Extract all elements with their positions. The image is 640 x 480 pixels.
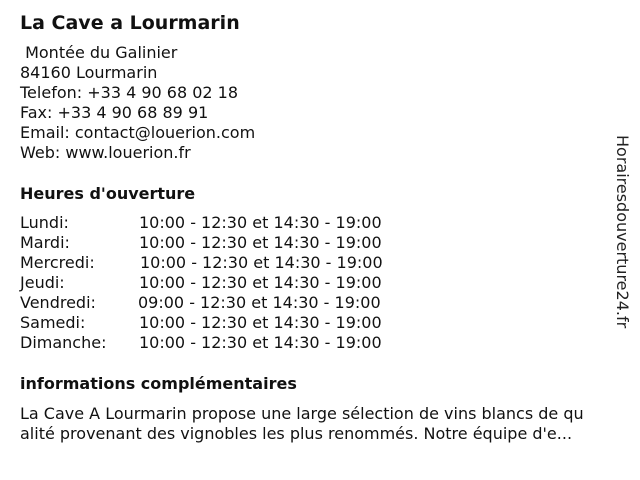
hours-time: 09:00 - 12:30 et 14:30 - 19:00 <box>138 293 381 312</box>
hours-row-thursday <box>20 273 440 293</box>
street-address: Montée du Galinier <box>20 43 178 62</box>
hours-row-wednesday <box>20 253 440 273</box>
hours-row-tuesday <box>20 233 440 253</box>
hours-time: 10:00 - 12:30 et 14:30 - 19:00 <box>139 313 382 332</box>
city-line: 84160 Lourmarin <box>20 63 158 82</box>
additional-info-heading: informations complémentaires <box>20 374 297 393</box>
phone-line[interactable]: Telefon: +33 4 90 68 02 18 <box>20 83 239 102</box>
hours-day: Mardi: <box>20 233 70 252</box>
hours-row-saturday <box>20 313 440 333</box>
hours-time: 10:00 - 12:30 et 14:30 - 19:00 <box>140 253 383 272</box>
description-line: La Cave A Lourmarin propose une large sélection de vins blancs de qu <box>20 404 584 423</box>
contact-block <box>20 43 255 163</box>
site-watermark: Horairesdouverture24.fr <box>613 135 632 329</box>
email-line[interactable]: Email: contact@louerion.com <box>20 123 256 142</box>
business-name: La Cave a Lourmarin <box>20 12 240 34</box>
hours-time: 10:00 - 12:30 et 14:30 - 19:00 <box>139 333 382 352</box>
opening-hours-heading: Heures d'ouverture <box>20 184 196 203</box>
hours-row-friday <box>20 293 440 313</box>
hours-time: 10:00 - 12:30 et 14:30 - 19:00 <box>139 273 382 292</box>
business-description <box>20 404 632 444</box>
website-line[interactable]: Web: www.louerion.fr <box>20 143 191 162</box>
opening-hours-table <box>20 213 440 353</box>
hours-day: Lundi: <box>20 213 69 232</box>
hours-day: Vendredi: <box>20 293 96 312</box>
hours-day: Mercredi: <box>20 253 95 272</box>
hours-day: Dimanche: <box>20 333 107 352</box>
description-line: alité provenant des vignobles les plus renommés. Notre équipe d'e... <box>20 424 573 443</box>
hours-row-sunday <box>20 333 440 353</box>
hours-time: 10:00 - 12:30 et 14:30 - 19:00 <box>139 213 382 232</box>
hours-day: Jeudi: <box>20 273 65 292</box>
hours-row-monday <box>20 213 440 233</box>
fax-line: Fax: +33 4 90 68 89 91 <box>20 103 209 122</box>
hours-time: 10:00 - 12:30 et 14:30 - 19:00 <box>139 233 382 252</box>
hours-day: Samedi: <box>20 313 86 332</box>
